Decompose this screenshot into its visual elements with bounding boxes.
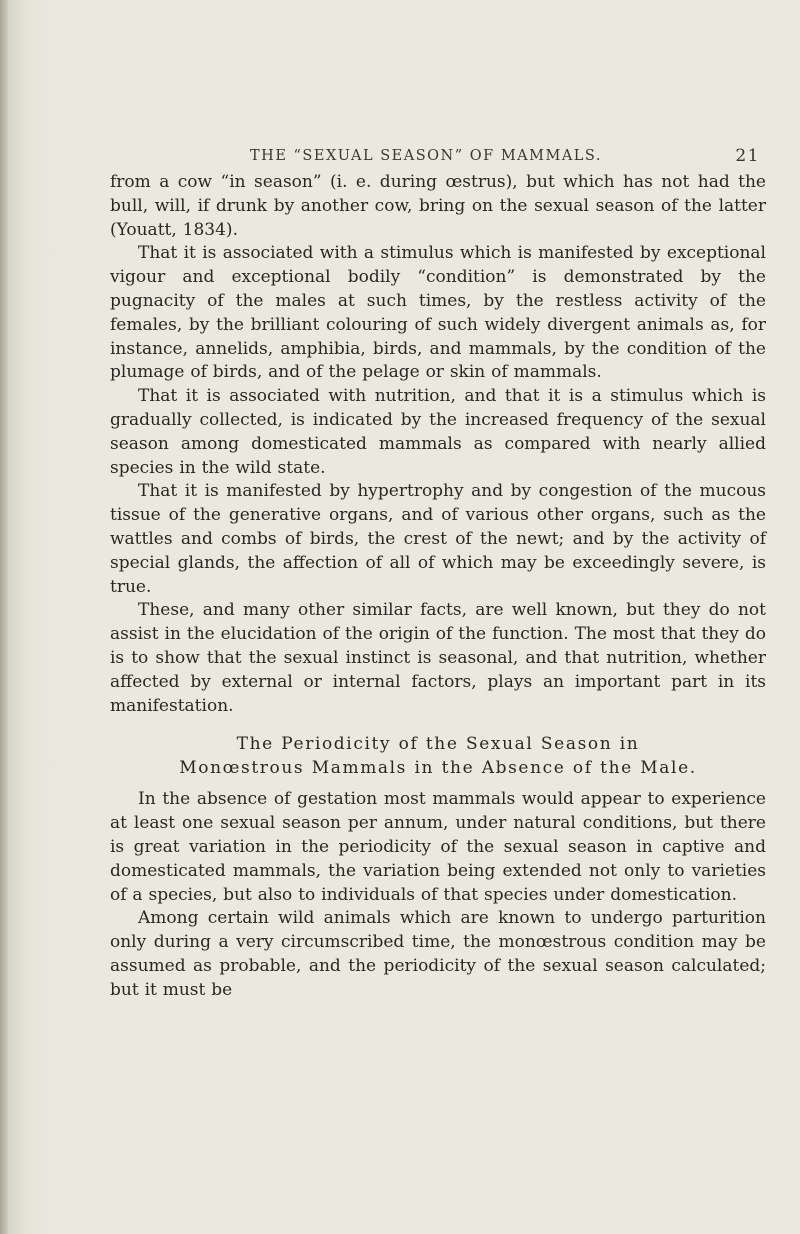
binding-edge: [0, 0, 8, 1234]
section-heading-line-1: The Periodicity of the Sexual Season in: [236, 734, 640, 755]
paragraph-1: from a cow “in season” (i. e. during œstrus), but which has not had the bull, will, if drunk by another cow, bring on the sexual season of the latter (Youatt, 1834).: [110, 172, 766, 240]
section-heading: [110, 732, 766, 780]
paragraph-3: That it is associated with nutrition, and that it is a stimulus which is gradually collected, is indicated by the increased frequency of the sexual season among domesticated mammals as compared with nearly allied species in the wild state.: [110, 386, 766, 478]
page-number: 21: [735, 146, 760, 166]
paragraph-7: Among certain wild animals which are known to undergo parturition only during a very circumscribed time, the monœstrous condition may be assumed as probable, and the periodicity of the sexual season calculated; but it must be: [110, 908, 766, 1000]
paragraph-5: These, and many other similar facts, are well known, but they do not assist in the elucidation of the origin of the function. The most that they do is to show that the sexual instinct is seasonal, and that nutrition, whether affected by external or internal factors, plays an important part in its manifestation.: [110, 600, 766, 716]
running-title: THE “SEXUAL SEASON” OF MAMMALS.: [250, 148, 602, 164]
running-head: [200, 146, 760, 170]
section-heading-line-2: Monœstrous Mammals in the Absence of the Male.: [179, 758, 697, 779]
paragraph-2: That it is associated with a stimulus which is manifested by exceptional vigour and exceptional bodily “condition” is demonstrated by the pugnacity of the males at such times, by the restless activity of the females, by the brilliant colouring of such widely divergent animals as, for instance, annelids, amphibia, birds, and mammals, by the condition of the plumage of birds, and of the pelage or skin of mammals.: [110, 243, 766, 383]
paragraph-6: In the absence of gestation most mammals would appear to experience at least one sexual season per annum, under natural conditions, but there is great variation in the periodicity of the sexual season in captive and domesticated mammals, the variation being extended not only to varieties of a species, but also to individuals of that species under domestication.: [110, 789, 766, 905]
paragraph-4: That it is manifested by hypertrophy and by congestion of the mucous tissue of the generative organs, and of various other organs, such as the wattles and combs of birds, the crest of the newt; and by the activity of special glands, the affection of all of which may be exceedingly severe, is true.: [110, 481, 766, 597]
body-text: [110, 171, 766, 1003]
